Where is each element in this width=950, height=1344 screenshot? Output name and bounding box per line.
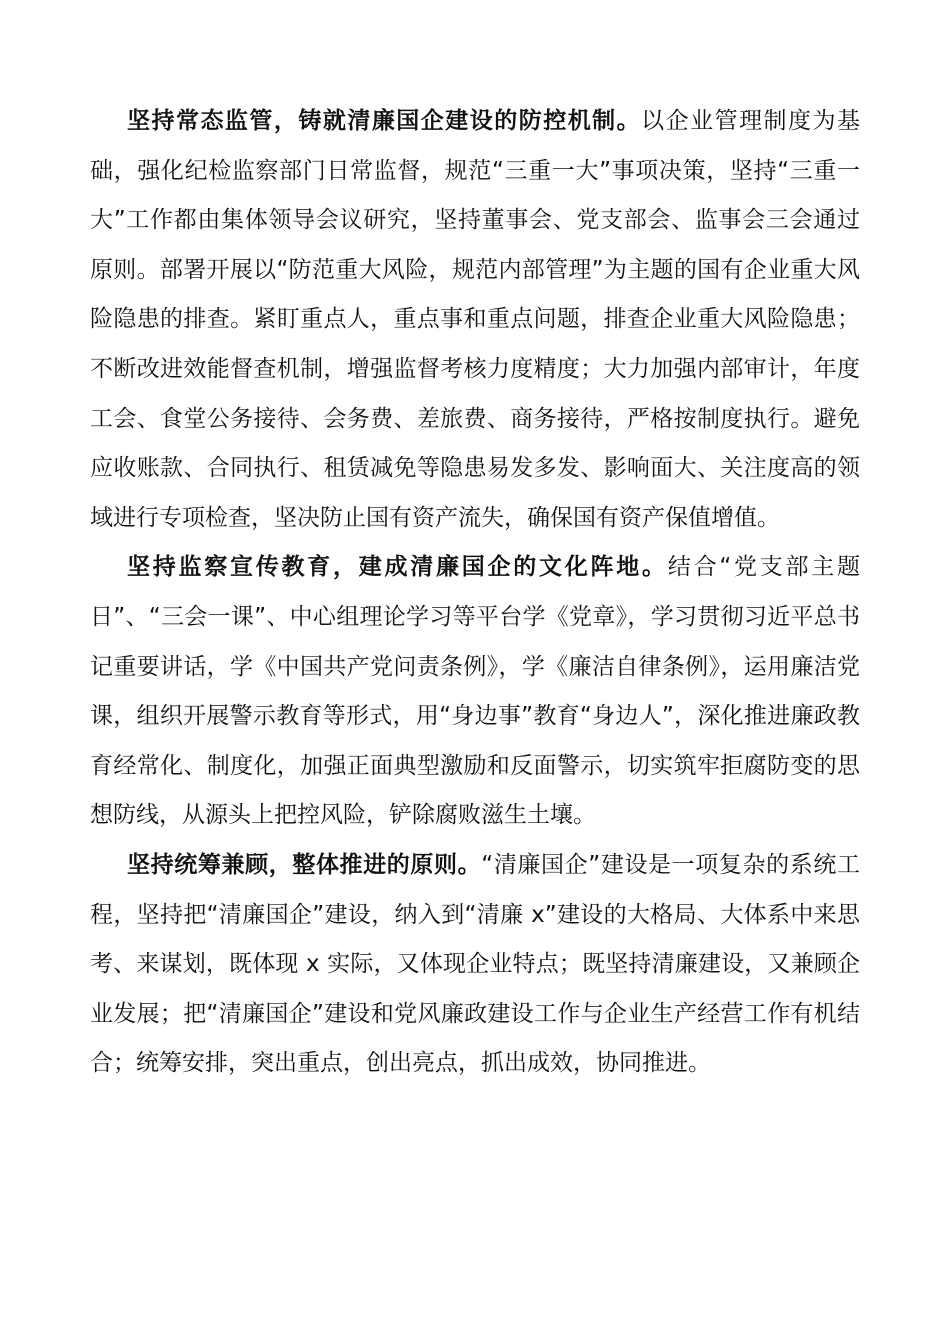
- paragraph-lead-heading: 坚持常态监管，铸就清廉国企建设的防控机制。: [127, 108, 642, 134]
- paragraph-overall-planning: [90, 841, 860, 1089]
- paragraph-lead-heading: 坚持统筹兼顾，整体推进的原则。: [127, 851, 482, 878]
- document-page: [90, 97, 860, 1089]
- paragraph-publicity-education: [90, 543, 860, 841]
- paragraph-body-text: 以企业管理制度为基础，强化纪检监察部门日常监督，规范“三重一大”事项决策，坚持“三重一大”工作都由集体领导会议研究，坚持董事会、党支部会、监事会三会通过原则。部署开展以“防范重大风险，规范内部管理”为主题的国有企业重大风险隐患的排查。紧盯重点人，重点事和重点问题，排查企业重大风险隐患；不断改进效能督查机制，增强监督考核力度精度；大力加强内部审计，年度工会、食堂公务接待、会务费、差旅费、商务接待，严格按制度执行。避免应收账款、合同执行、租赁减免等隐患易发多发、影响面大、关注度高的领域进行专项检查，坚决防止国有资产流失，确保国有资产保值增值。: [90, 108, 861, 531]
- paragraph-body-text: 结合“党支部主题日”、“三会一课”、中心组理论学习等平台学《党章》，学习贯彻习近平总书记重要讲话，学《中国共产党问责条例》，学《廉洁自律条例》，运用廉洁党课，组织开展警示教育等形式，用“身边事”教育“身边人”，深化推进廉政教育经常化、制度化，加强正面典型激励和反面警示，切实筑牢拒腐防变的思想防线，从源头上把控风险，铲除腐败滋生土壤。: [90, 554, 860, 829]
- paragraph-routine-supervision: [90, 97, 860, 543]
- paragraph-lead-heading: 坚持监察宣传教育，建成清廉国企的文化阵地。: [127, 554, 668, 581]
- paragraph-body-text: “清廉国企”建设是一项复杂的系统工程，坚持把“清廉国企”建设，纳入到“清廉 x”建设的大格局、大体系中来思考、来谋划，既体现 x 实际，又体现企业特点；既坚持清廉建设，又兼顾企业发展；把“清廉国企”建设和党风廉政建设工作与企业生产经营工作有机结合；统筹安排，突出重点，创出亮点，抓出成效，协同推进。: [90, 851, 860, 1077]
